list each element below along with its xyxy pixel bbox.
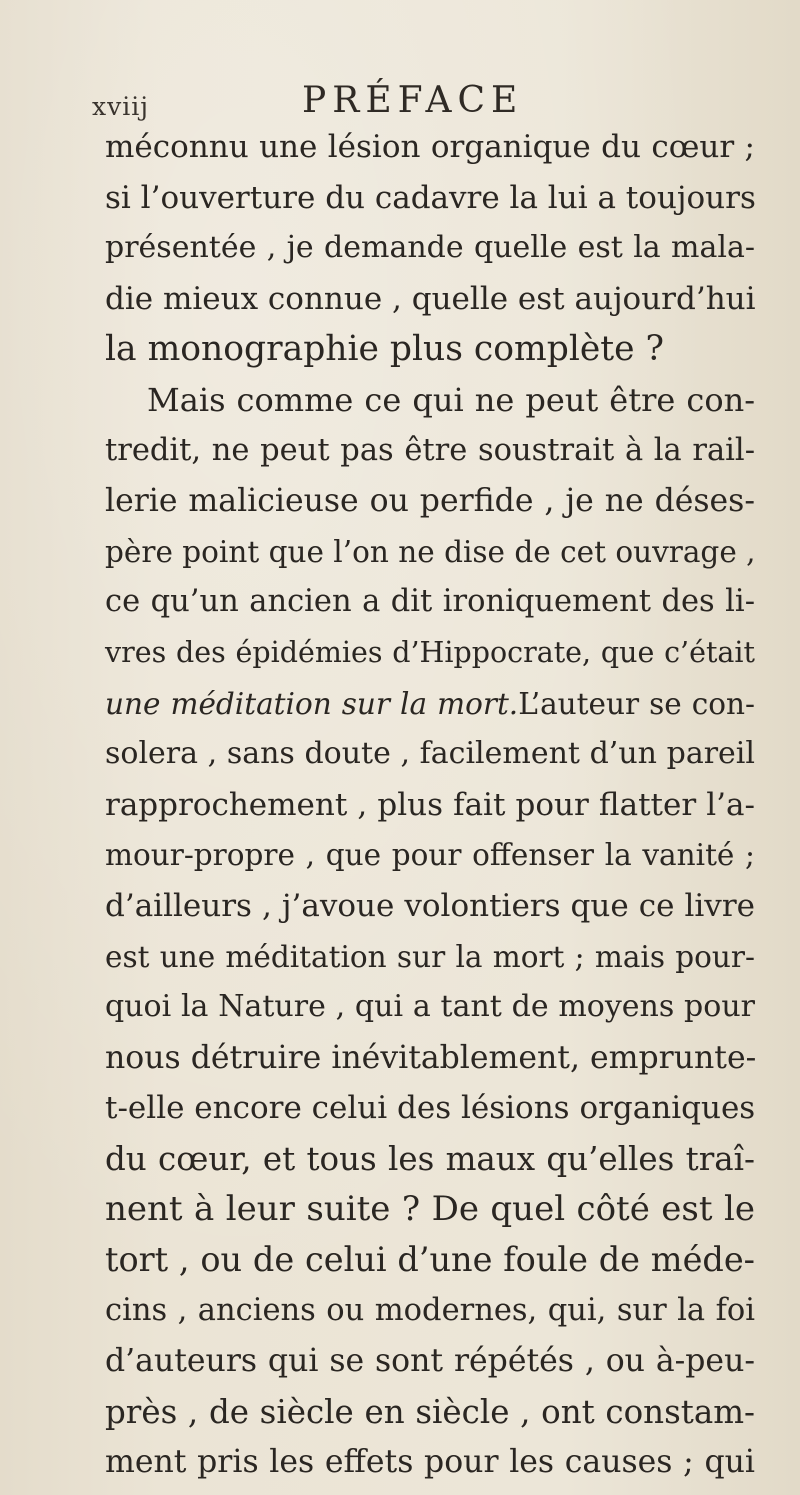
text-line: tredit, ne peut pas être soustrait à la rail- [105, 432, 755, 468]
text-line: d’ailleurs , j’avoue volontiers que ce livre [105, 887, 755, 924]
running-head: PRÉFACE [302, 80, 524, 121]
text-line: la monographie plus complète ? [105, 329, 665, 370]
text-line: nent à leur suite ? De quel côté est le [105, 1189, 755, 1230]
text-line: solera , sans doute , facilement d’un pareil [105, 736, 755, 772]
text-line: lerie malicieuse ou perfide , je ne déses- [105, 483, 755, 520]
page-number: xviij [92, 92, 149, 121]
text-line: méconnu une lésion organique du cœur ; [105, 129, 755, 165]
body-text [105, 122, 755, 1488]
italic-phrase: une méditation sur la mort. [105, 686, 519, 721]
text-line: présentée , je demande quelle est la mala- [105, 230, 755, 266]
text-line: die mieux connue , quelle est aujourd’hui [105, 280, 756, 317]
text-line: père point que l’on ne dise de cet ouvrage , [105, 534, 756, 569]
text-line: nous détruire inévitablement, emprunte- [105, 1039, 757, 1076]
text-line: est une méditation sur la mort ; mais pour- [105, 939, 755, 974]
text-line: quoi la Nature , qui a tant de moyens pour [105, 989, 755, 1025]
text-line: t-elle encore celui des lésions organiques [105, 1090, 756, 1127]
text-fragment: L’auteur se con- [518, 686, 756, 721]
text-line: tort , ou de celui d’une foule de méde- [105, 1240, 755, 1280]
text-line: si l’ouverture du cadavre la lui a toujours [105, 179, 756, 216]
text-line: rapprochement , plus fait pour flatter l’a- [105, 786, 755, 823]
text-line: d’auteurs qui se sont répétés , ou à-peu- [105, 1343, 755, 1380]
text-line: Mais comme ce qui ne peut être con- [147, 380, 755, 419]
text-line: mour-propre , que pour offenser la vanité ; [105, 838, 755, 873]
text-line: ment pris les effets pour les causes ; qui [105, 1444, 755, 1481]
text-line: vres des épidémies d’Hippocrate, que c’était [105, 635, 755, 669]
text-line-mixed [105, 679, 755, 730]
text-line: cins , anciens ou modernes, qui, sur la foi [105, 1292, 755, 1328]
text-line: près , de siècle en siècle , ont constam- [105, 1392, 755, 1431]
text-line: du cœur, et tous les maux qu’elles traî- [105, 1139, 755, 1178]
page-header [92, 78, 732, 122]
text-line: ce qu’un ancien a dit ironiquement des li- [105, 584, 755, 620]
